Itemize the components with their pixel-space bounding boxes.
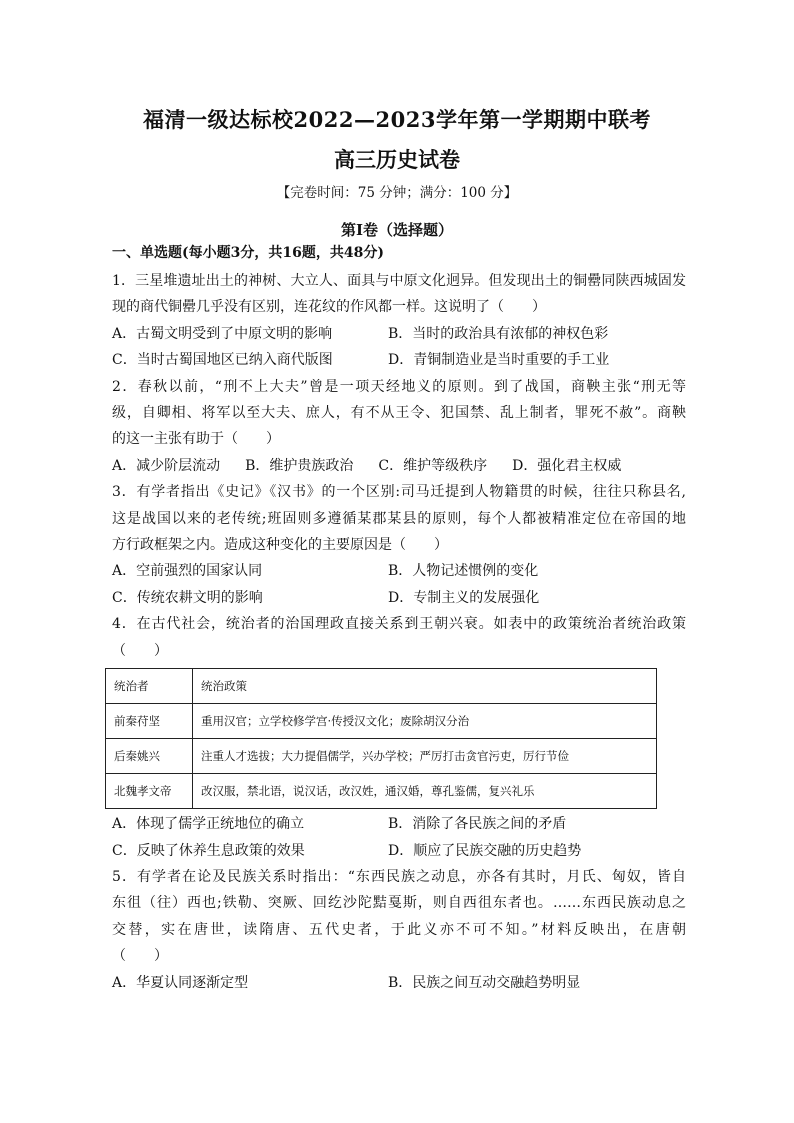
table-header-cell: 统治政策 <box>193 669 657 704</box>
option-c: C．传统农耕文明的影响 <box>112 589 263 606</box>
option-d: D．顺应了民族交融的历史趋势 <box>388 842 582 859</box>
question-2-line-2: 级，自卿相、将军以至大夫、庶人，有不从王令、犯国禁、乱上制者，罪死不赦”。商鞅 <box>112 405 686 422</box>
question-4-options-row-2 <box>112 838 686 864</box>
question-1-options-row-2 <box>112 347 686 373</box>
question-3-options-row-1 <box>112 558 686 584</box>
question-5-line-1: 5．有学者在论及民族关系时指出：“东西民族之动息，亦各有其时，月氏、匈奴，皆自 <box>112 868 686 885</box>
question-1-line-1: 1．三星堆遗址出土的神树、大立人、面具与中原文化迥异。但发现出土的铜罍同陕西城固发 <box>112 273 686 289</box>
option-d: D．青铜制造业是当时重要的手工业 <box>388 352 610 369</box>
section-title: 一、单选题(每小题3分，共16题，共48分) <box>112 245 384 261</box>
question-1-options-row-1 <box>112 321 686 347</box>
question-5-line-4: （ ） <box>112 948 168 965</box>
question-2-options <box>112 453 686 479</box>
question-3-line-1: 3．有学者指出《史记》《汉书》的一个区别:司马迁提到人物籍贯的时候，往往只称县名, <box>112 484 686 501</box>
question-3 <box>112 479 686 611</box>
table-header-row <box>106 669 657 704</box>
option-b: B．当时的政治具有浓郁的神权色彩 <box>388 325 609 342</box>
option-b: B．人物记述惯例的变化 <box>388 563 539 580</box>
question-1 <box>112 268 686 374</box>
question-1-line-2: 现的商代铜罍几乎没有区别，连花纹的作风都一样。这说明了（ ） <box>112 299 546 316</box>
option-c: C．维护等级秩序 <box>378 457 488 474</box>
question-4-options-row-1 <box>112 811 686 837</box>
question-5-line-3: 交替，实在唐世，读隋唐、五代史者，于此义亦不可不知。”材料反映出，在唐朝 <box>112 921 686 938</box>
question-3-line-2: 这是战国以来的老传统;班固则多遵循某郡某县的原则，每个人都被精准定位在帝国的地 <box>112 510 686 527</box>
question-4 <box>112 611 686 864</box>
question-3-line-3: 方行政框架之内。造成这种变化的主要原因是（ ） <box>112 537 448 554</box>
table-row <box>106 739 657 774</box>
question-body <box>112 268 686 996</box>
question-5 <box>112 864 686 996</box>
table-cell: 注重人才选拔；大力提倡儒学，兴办学校；严厉打击贪官污吏，厉行节俭 <box>193 739 657 774</box>
question-4-line-2: （ ） <box>112 642 168 659</box>
option-c: C．反映了休养生息政策的效果 <box>112 842 305 859</box>
option-a: A．华夏认同逐渐定型 <box>112 974 249 991</box>
table-cell: 重用汉官；立学校修学宫·传授汉文化；废除胡汉分治 <box>193 704 657 739</box>
option-a: A．减少阶层流动 <box>112 457 221 474</box>
exam-title: 福清一级达标校2022—2023学年第一学期期中联考 <box>143 107 651 132</box>
question-2-line-3: 的这一主张有助于（ ） <box>112 431 280 448</box>
table-header-cell: 统治者 <box>106 669 193 704</box>
option-a: A．古蜀文明受到了中原文明的影响 <box>112 325 333 342</box>
table-cell: 前秦苻坚 <box>106 704 193 739</box>
option-b: B．消除了各民族之间的矛盾 <box>388 816 567 833</box>
exam-subtitle: 高三历史试卷 <box>334 147 460 172</box>
volume-title: 第Ⅰ卷（选择题） <box>340 221 454 239</box>
option-a: A．空前强烈的国家认同 <box>112 563 263 580</box>
policy-table <box>105 668 657 809</box>
option-b: B．民族之间互动交融趋势明显 <box>388 974 581 991</box>
table-cell: 改汉服，禁北语，说汉话，改汉姓，通汉婚，尊孔鉴儒，复兴礼乐 <box>193 774 657 809</box>
option-d: D．专制主义的发展强化 <box>388 589 540 606</box>
table-cell: 后秦姚兴 <box>106 739 193 774</box>
question-2-line-1: 2．春秋以前，“刑不上大夫”曾是一项天经地义的原则。到了战国，商鞅主张“刑无等 <box>112 378 686 395</box>
option-b: B．维护贵族政治 <box>245 457 354 474</box>
question-5-options-row-1 <box>112 970 686 996</box>
table-cell: 北魏孝文帝 <box>106 774 193 809</box>
option-c: C．当时古蜀国地区已纳入商代版图 <box>112 352 333 369</box>
exam-meta: 【完卷时间：75 分钟；满分：100 分】 <box>276 185 518 201</box>
question-5-line-2: 东徂（往）西也;铁勒、突厥、回纥沙陀黠戛斯，则自西徂东者也。……东西民族动息之 <box>112 895 686 912</box>
table-row <box>106 704 657 739</box>
option-a: A．体现了儒学正统地位的确立 <box>112 816 305 833</box>
question-3-options-row-2 <box>112 585 686 611</box>
question-4-line-1: 4．在古代社会，统治者的治国理政直接关系到王朝兴衰。如表中的政策统治者统治政策 <box>112 616 686 633</box>
option-d: D．强化君主权威 <box>512 457 622 474</box>
table-row <box>106 774 657 809</box>
question-2 <box>112 374 686 480</box>
